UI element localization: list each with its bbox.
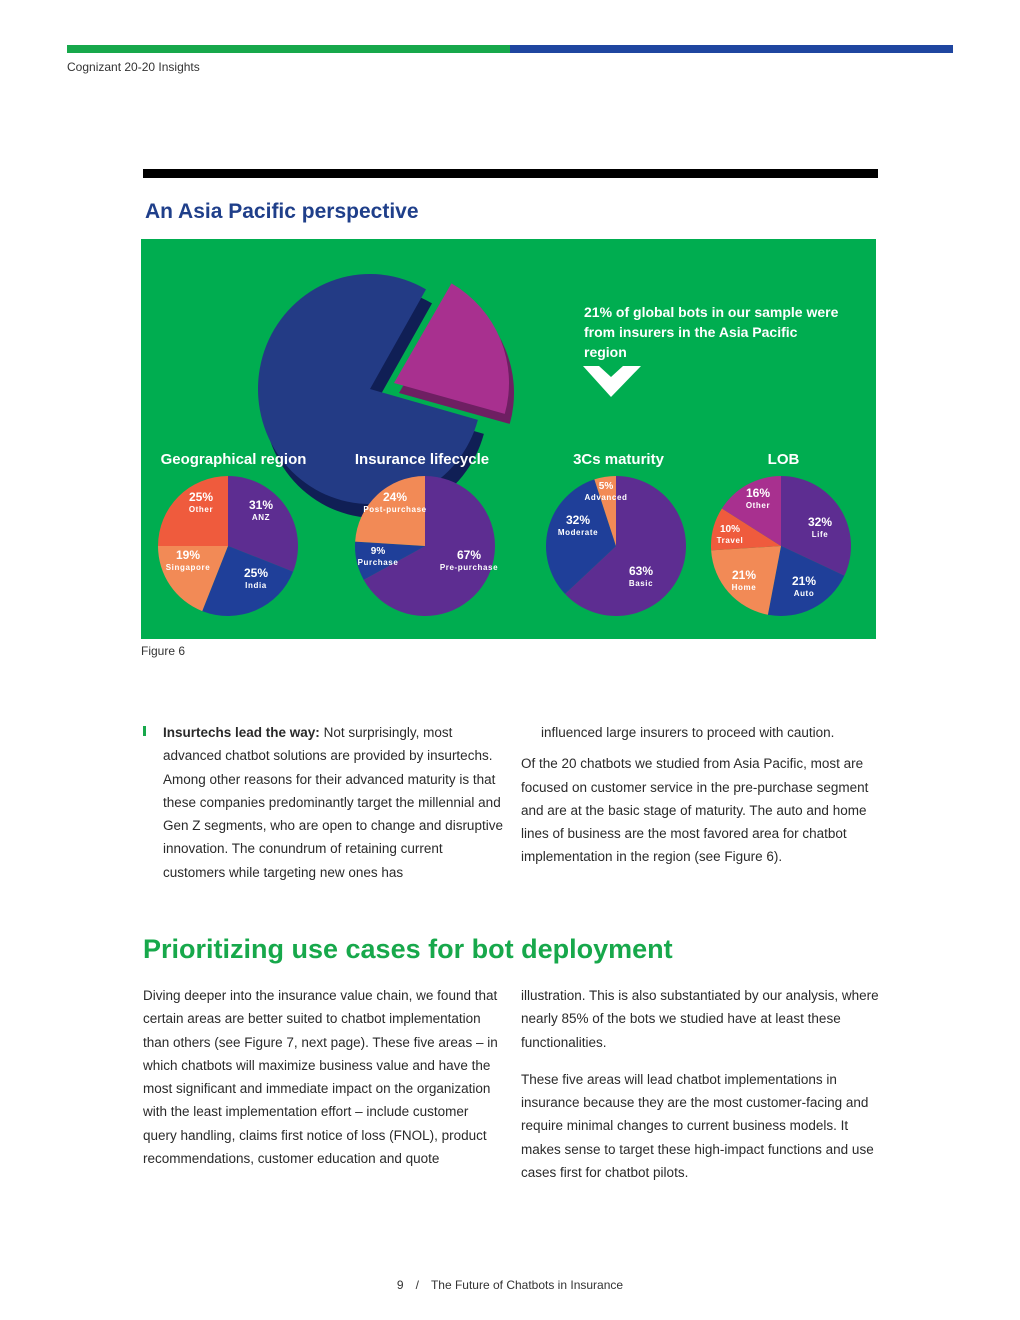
3cs-maturity-value-moderate: 32%: [565, 513, 591, 527]
paragraph-left: Diving deeper into the insurance value chain, we found that certain areas are better suited to chatbot implementation than others (see Figure 7, next page). These five areas – in which chatbots will maximize business value and have the most significant and immediate impact on the organization with the least implementation effort – include customer query handling, claims first notice of loss (FNOL), product recommendations, customer education and quote: [143, 988, 498, 1167]
bullet-marker: [143, 726, 146, 736]
3cs-maturity-label-basic: Basic: [628, 579, 654, 588]
3cs-maturity-value-basic: 63%: [628, 564, 654, 578]
figure-caption: Figure 6: [141, 644, 186, 658]
lob-value-other: 16%: [745, 486, 771, 500]
page-footer: [0, 1278, 1020, 1292]
footer-doc-title: The Future of Chatbots in Insurance: [430, 1278, 624, 1292]
chart-title-lob: LOB: [767, 451, 800, 468]
lob-label-auto: Auto: [793, 589, 815, 598]
left-column-bottom: [143, 984, 503, 1178]
callout-chevron-icon: [583, 366, 641, 397]
figure-panel: [141, 239, 876, 639]
bullet-paragraph: [163, 721, 503, 884]
geographical-region-value-india: 25%: [243, 566, 269, 580]
3cs-maturity-label-advanced: Advanced: [584, 493, 628, 502]
insurance-lifecycle-label-post-purchase: Post-purchase: [363, 505, 427, 514]
geographical-region-value-singapore: 19%: [175, 548, 201, 562]
chart-title-lifecycle: Insurance lifecycle: [354, 451, 490, 468]
geographical-region-value-other: 25%: [188, 490, 214, 504]
lob-value-auto: 21%: [791, 574, 817, 588]
insurance-lifecycle-value-pre-purchase: 67%: [456, 548, 482, 562]
figure-callout: 21% of global bots in our sample were from insurers in the Asia Pacific region: [584, 304, 839, 360]
bullet-continuation: influenced large insurers to proceed with caution.: [541, 725, 835, 740]
insurance-lifecycle-value-post-purchase: 24%: [382, 490, 408, 504]
paragraph-right-2: These five areas will lead chatbot implementations in insurance because they are the most customer-facing and require minimal changes to current business models. It makes sense to target these high-impact functions and use cases first for chatbot pilots.: [521, 1071, 874, 1181]
3cs-maturity-value-advanced: 5%: [598, 481, 614, 492]
brand-label: Cognizant 20-20 Insights: [67, 60, 200, 74]
lob-label-other: Other: [745, 501, 771, 510]
lob-label-home: Home: [731, 583, 757, 592]
lob-value-travel: 10%: [719, 524, 741, 535]
geographical-region-label-india: India: [245, 581, 267, 590]
right-column-bottom: [521, 984, 881, 1192]
chart-title-maturity: 3Cs maturity: [573, 451, 664, 468]
page-number: 9: [396, 1278, 404, 1292]
charts-svg: [141, 239, 876, 639]
lob-value-life: 32%: [807, 515, 833, 529]
geographical-region-label-singapore: Singapore: [165, 563, 211, 572]
footer-separator: /: [415, 1278, 419, 1292]
header-accent-blue: [510, 45, 953, 53]
bullet-text: Not surprisingly, most advanced chatbot solutions are provided by insurtechs. Among other reasons for their advanced maturity is that these companies predominantly target the millennial and Gen Z segments, who are open to change and disruptive innovation. The conundrum of retaining current customers while targeting new ones has: [163, 725, 503, 880]
3cs-maturity-label-moderate: Moderate: [557, 528, 599, 537]
right-column-top: [521, 721, 881, 877]
chart-title-geo: Geographical region: [160, 451, 307, 468]
geographical-region-label-other: Other: [188, 505, 214, 514]
section-rule: [143, 169, 878, 178]
figure-title: An Asia Pacific perspective: [145, 200, 419, 223]
insurance-lifecycle-label-pre-purchase: Pre-purchase: [439, 563, 499, 572]
section-title: Prioritizing use cases for bot deployment: [143, 934, 673, 964]
bullet-lead: Insurtechs lead the way:: [163, 725, 320, 740]
header-accent-green: [67, 45, 510, 53]
insurance-lifecycle-label-purchase: Purchase: [357, 558, 399, 567]
lob-value-home: 21%: [731, 568, 757, 582]
asia-paragraph: Of the 20 chatbots we studied from Asia Pacific, most are focused on customer service in the pre-purchase segment and are at the basic stage of maturity. The auto and home lines of business are the most favored area for chatbot implementation in the region (see Figure 6).: [521, 756, 869, 865]
geographical-region-label-anz: ANZ: [251, 513, 271, 522]
insurance-lifecycle-value-purchase: 9%: [370, 546, 386, 557]
lob-label-life: Life: [811, 530, 829, 539]
lob-label-travel: Travel: [716, 536, 744, 545]
paragraph-right-1: illustration. This is also substantiated by our analysis, where nearly 85% of the bots we studied have at least these functionalities.: [521, 988, 879, 1050]
geographical-region-value-anz: 31%: [248, 498, 274, 512]
